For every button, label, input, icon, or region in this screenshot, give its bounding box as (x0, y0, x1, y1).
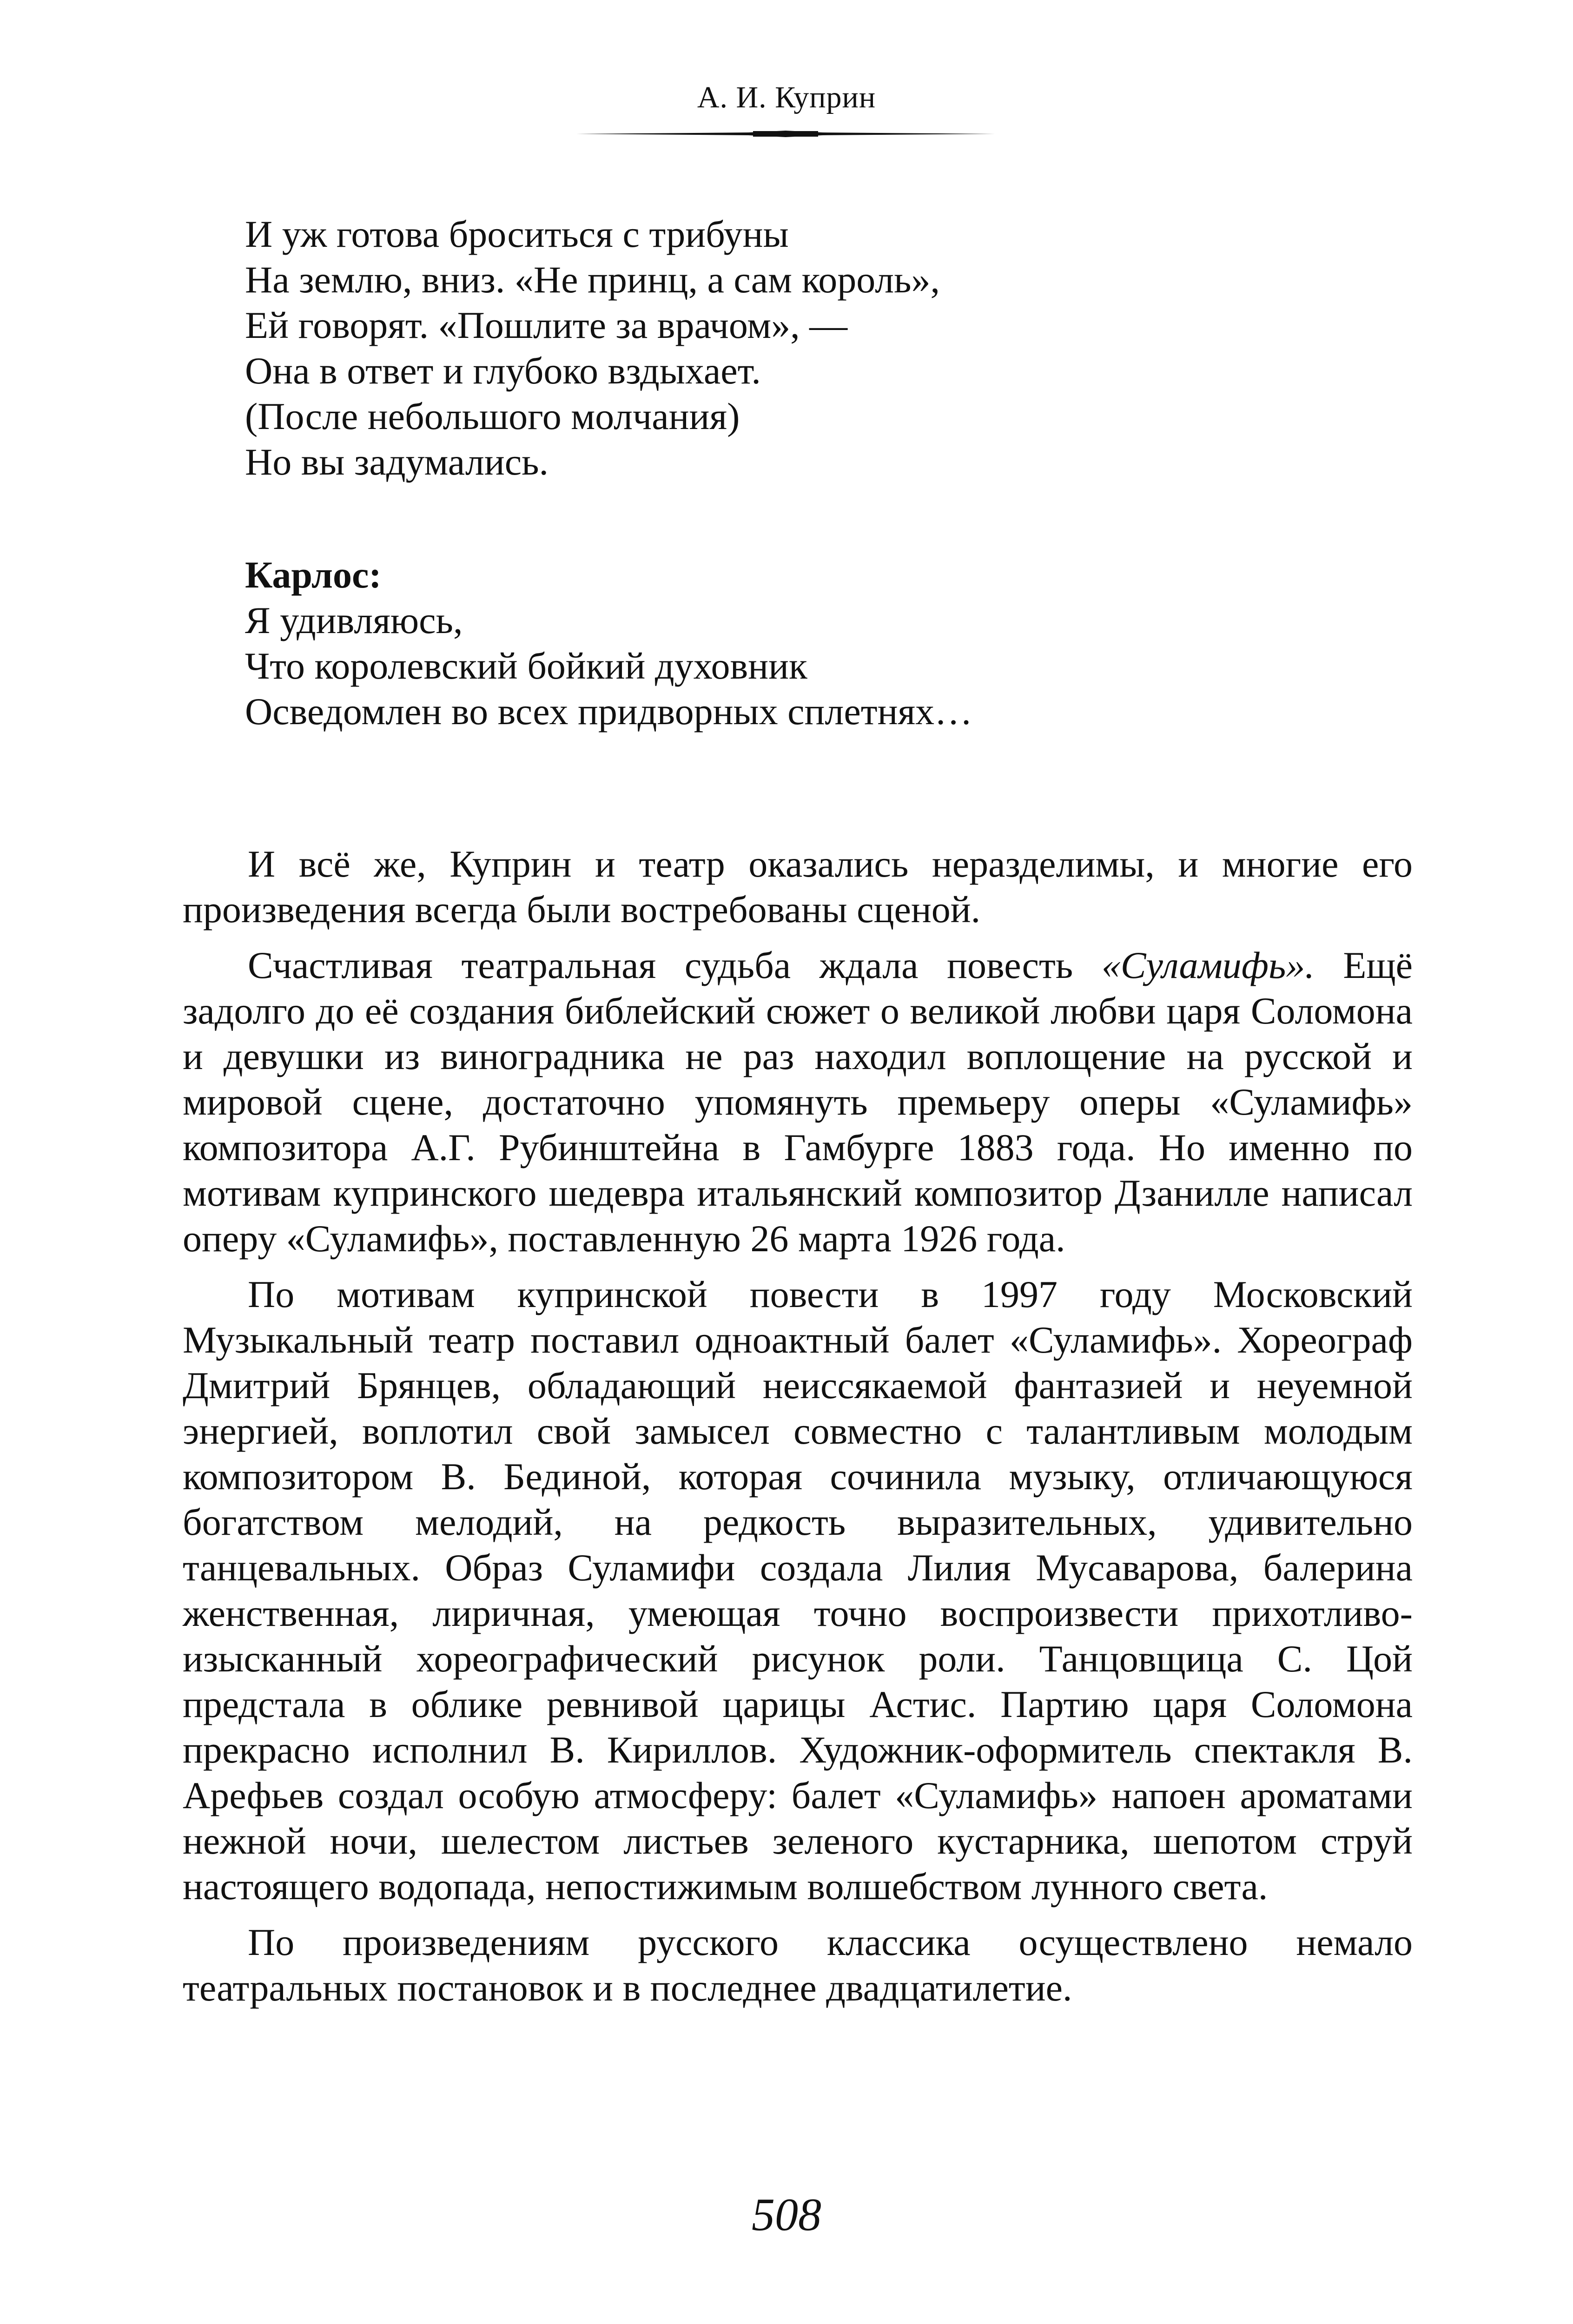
verse-line: На землю, вниз. «Не принц, а сам король», (245, 258, 940, 301)
paragraph-text: Счастливая театральная судьба ждала повесть (248, 944, 1102, 986)
verse-line: Я удивляюсь, (245, 599, 463, 641)
paragraph: По произведениям русского классика осуществлено немало театральных постановок и в последнее двадцатилетие. (183, 1921, 1413, 2009)
verse-line: (После небольшого молчания) (245, 395, 740, 437)
page-number: 508 (752, 2189, 821, 2240)
verse-line: Она в ответ и глубоко вздыхает. (245, 350, 761, 392)
verse-line: Осведомлен во всех придворных сплетнях… (245, 690, 973, 733)
paragraph-text: Ещё задолго до её создания библейский сюжет о великой любви царя Соломона и девушки из виноградника не раз находил воплощение на русской и мировой сцене, достаточно упомянуть премьеру оперы «Суламифь» композитора А.Г. Рубинштейна в Гамбурге 1883 года. Но именно по мотивам купринского шедевра итальянский композитор Дзанилле написал оперу «Суламифь», поставленную 26 марта 1926 года. (183, 944, 1413, 1260)
running-head: А. И. Куприн (697, 80, 876, 114)
verse-line: И уж готова броситься с трибуны (245, 213, 789, 255)
verse-line: Что королевский бойкий духовник (245, 645, 807, 687)
paragraph: По мотивам купринской повести в 1997 году Московский Музыкальный театр поставил одноактный балет «Суламифь». Хореограф Дмитрий Брянцев, обладающий неиссякаемой фантазией и неуемной энергией, воплотил свой замысел совместно с талантливым молодым композитором В. Бединой, которая сочинила музыку, отличающуюся богатством мелодий, на редкость выразительных, удивительно танцевальных. Образ Суламифи создала Лилия Мусаварова, балерина женственная, лиричная, умеющая точно воспроизвести прихотливо-изысканный хореографический рисунок роли. Танцовщица С. Цой предстала в облике ревнивой царицы Астис. Партию царя Соломона прекрасно исполнил В. Кириллов. Художник-оформитель спектакля В. Арефьев создал особую атмосферу: балет «Суламифь» напоен ароматами нежной ночи, шелестом листьев зеленого кустарника, шепотом струй настоящего водопада, непостижимым волшебством лунного света. (183, 1273, 1413, 1908)
verse-line: Но вы задумались. (245, 441, 549, 483)
speaker-name: Карлос: (245, 554, 382, 596)
ornamental-rule (576, 128, 995, 139)
work-title: «Суламифь». (1101, 944, 1315, 986)
prose-body (183, 841, 1413, 2021)
paragraph (183, 943, 1413, 1261)
verse-block (245, 552, 972, 734)
verse-line: Ей говорят. «Пошлите за врачом», — (245, 304, 848, 346)
verse-block (245, 211, 940, 485)
paragraph: И всё же, Куприн и театр оказались неразделимы, и многие его произведения всегда были востребованы сценой. (183, 843, 1413, 931)
